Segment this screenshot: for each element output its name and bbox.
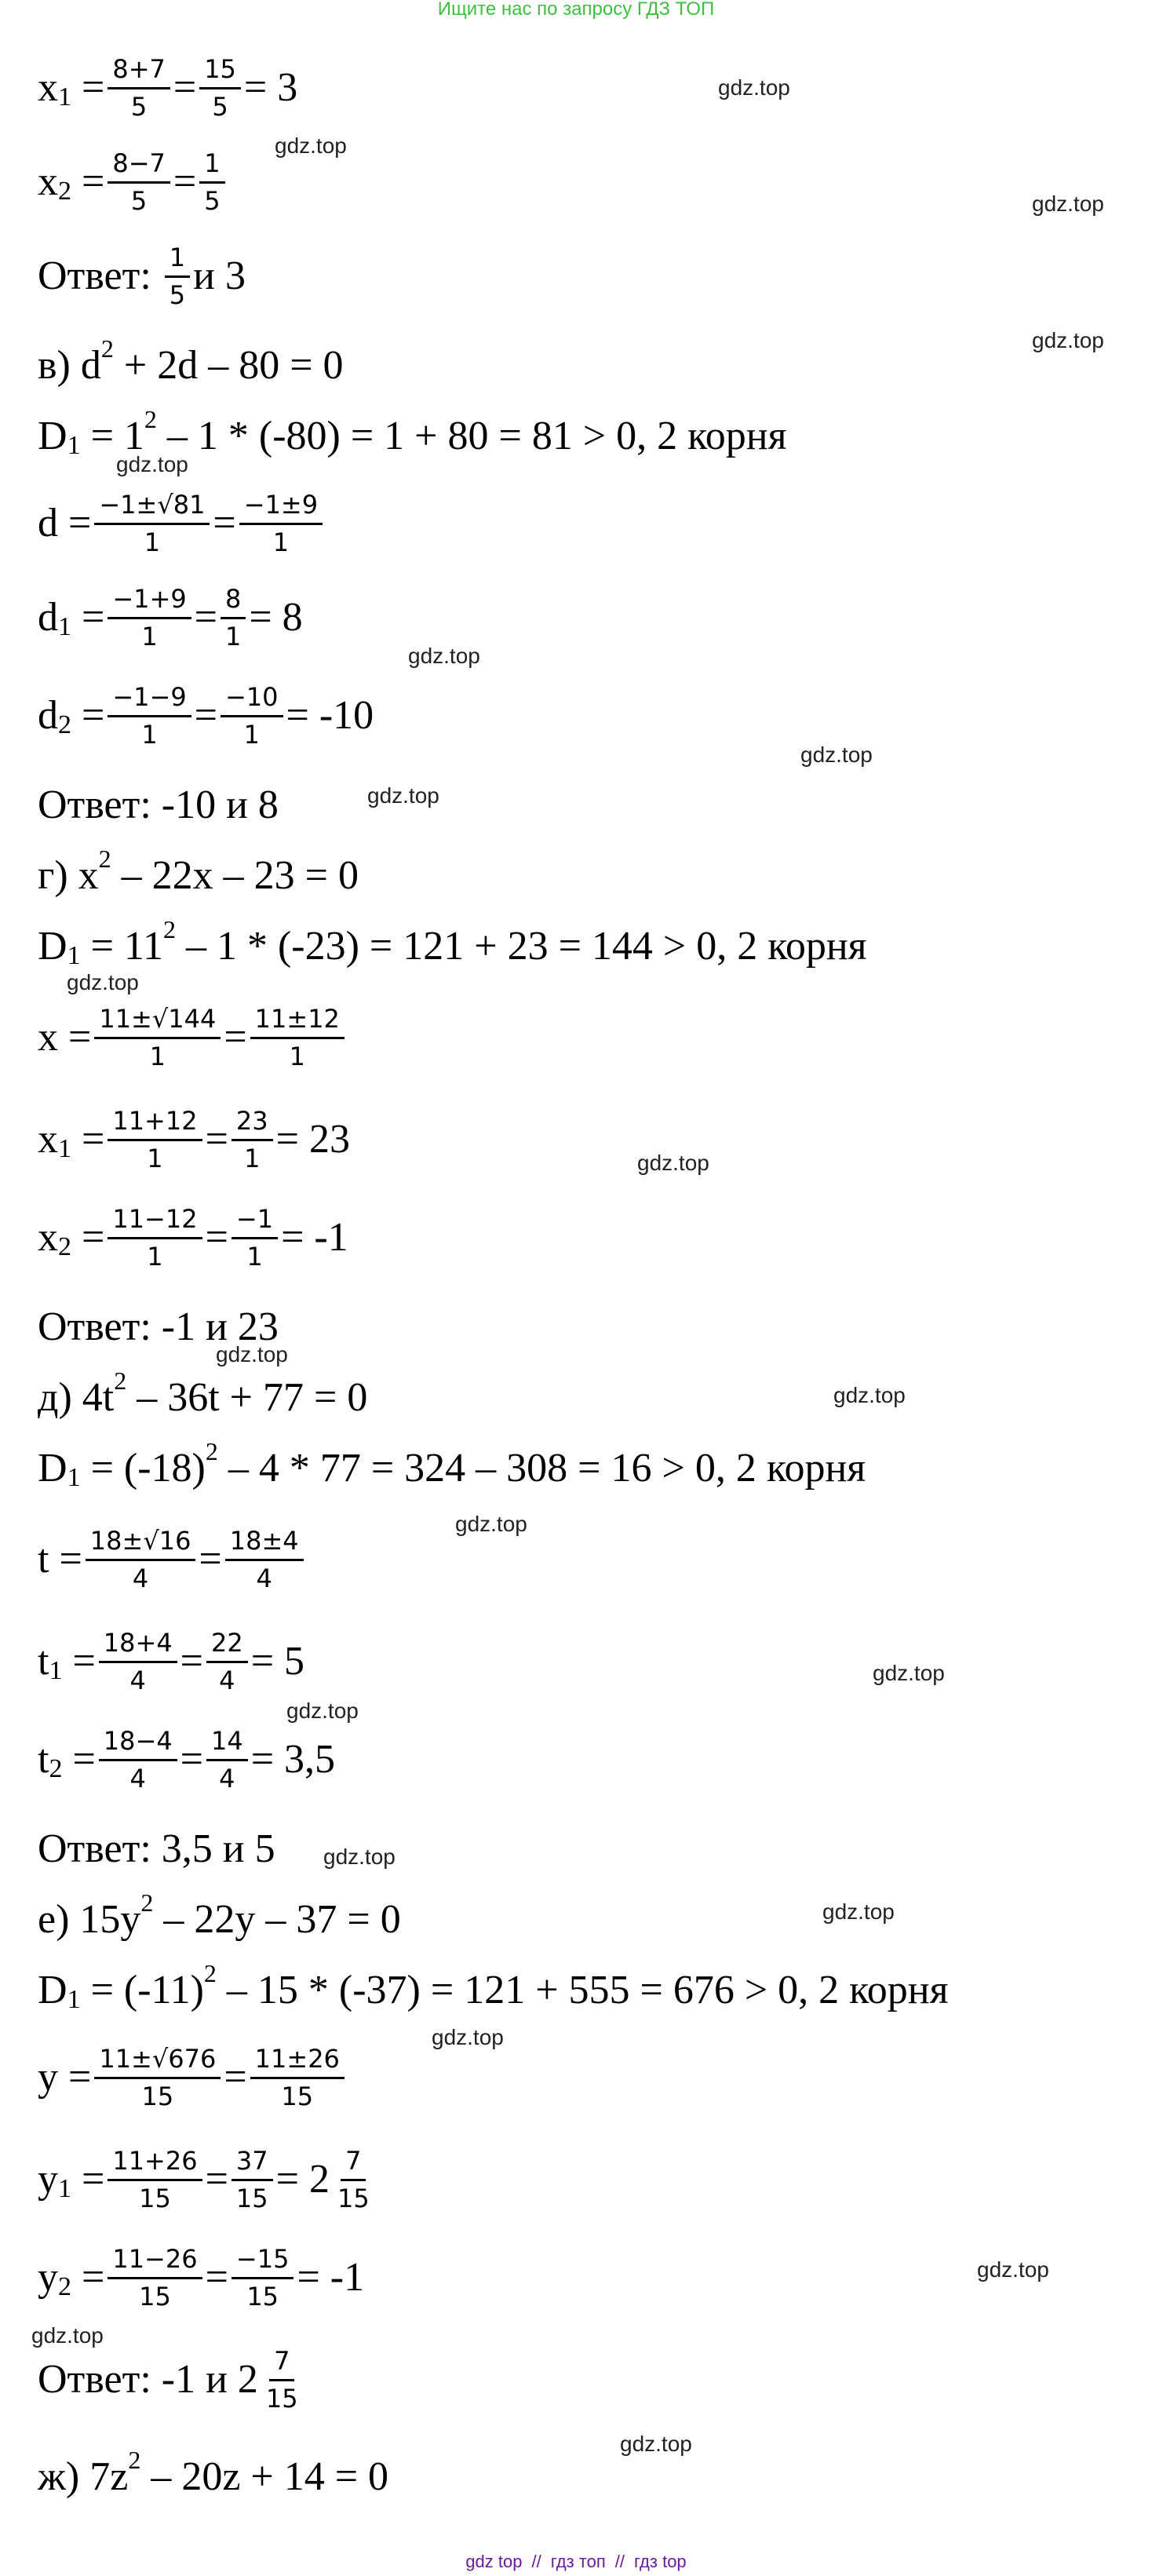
numerator: 7 (341, 2147, 366, 2181)
fraction (250, 2045, 345, 2111)
root-formula-d: t = $\frac{18\pm√16}{4}$ = $\frac{18\pm 4}{4}$ (38, 1527, 307, 1593)
root-x2-line: x 2 = $\frac{11-12}{1}$ = $\frac{-1}{1}$ = -1 (38, 1204, 348, 1272)
footer-link[interactable]: gdz top (465, 2552, 523, 2571)
result: = 8 (249, 595, 303, 640)
watermark: gdz.top (637, 1151, 709, 1175)
disc-symbol: D (38, 924, 67, 969)
variable: x (38, 1215, 58, 1261)
watermark: gdz.top (408, 644, 480, 668)
numerator: 8−7 (108, 149, 170, 184)
denominator: 15 (265, 2383, 298, 2414)
numerator: −1±√81 (94, 491, 210, 525)
subscript: 2 (58, 177, 71, 206)
result: = 23 (275, 1117, 350, 1162)
denominator: 4 (129, 1665, 146, 1695)
subscript: 1 (58, 2174, 71, 2204)
result: = 3,5 (250, 1737, 336, 1782)
disc-symbol: D (38, 1446, 67, 1491)
superscript: 2 (205, 1437, 218, 1465)
watermark: gdz.top (323, 1844, 396, 1869)
variable: d (38, 693, 58, 739)
mixed-number (276, 2147, 377, 2213)
answer-tail: и 3 (193, 254, 246, 299)
discriminant-g (38, 915, 867, 970)
denominator: 5 (130, 91, 148, 122)
subscript: 1 (67, 431, 81, 460)
fraction (99, 1727, 177, 1793)
formula-lhs: x = (38, 1015, 92, 1060)
numerator: −1+9 (108, 585, 191, 619)
denominator: 1 (141, 719, 158, 750)
mixed-whole: = 2 (275, 2157, 330, 2202)
watermark: gdz.top (620, 2432, 692, 2456)
equation-prefix: д) 4t (38, 1375, 115, 1420)
denominator: 1 (246, 1241, 263, 1272)
numerator: 1 (199, 149, 224, 184)
superscript: 2 (162, 915, 176, 943)
fraction (108, 2147, 202, 2213)
answer-line (38, 243, 246, 310)
variable: t (38, 1639, 49, 1684)
fraction (108, 1107, 202, 1173)
variable: d (38, 595, 58, 640)
root-y1-line: y 1 = $\frac{11+26}{15}$ = $\frac{37}{15}$ = 2 $\frac{7}{15}$ (38, 2147, 377, 2213)
equation-d (38, 1366, 368, 1420)
denominator: 4 (129, 1763, 146, 1793)
fraction (108, 683, 191, 750)
root-x1-line: x 1 = $\frac{8+7}{5}$ = $\frac{15}{5}$ = 3 (38, 54, 298, 122)
superscript: 2 (144, 405, 157, 433)
fraction (206, 1629, 248, 1695)
disc-symbol: D (38, 1968, 67, 2012)
numerator: 18±√16 (86, 1527, 196, 1561)
fraction (108, 149, 170, 216)
watermark: gdz.top (1032, 192, 1104, 216)
numerator: 15 (199, 55, 241, 89)
fraction (231, 1107, 273, 1173)
denominator: 1 (243, 719, 260, 750)
variable: x (38, 1117, 58, 1162)
denominator: 15 (337, 2183, 370, 2213)
watermark: gdz.top (67, 970, 139, 994)
subscript: 1 (67, 941, 81, 970)
denominator: 15 (139, 2183, 171, 2213)
answer-text: Ответ: -1 и 23 (38, 1304, 279, 1349)
footer-link[interactable]: гдз топ (550, 2552, 606, 2571)
watermark: gdz.top (833, 1383, 906, 1407)
answer-label: Ответ: -1 и 2 (38, 2357, 258, 2403)
numerator: 37 (231, 2147, 273, 2181)
root-t1-line: t 1 = $\frac{18+4}{4}$ = $\frac{22}{4}$ = 5 (38, 1628, 305, 1695)
denominator: 1 (141, 621, 158, 651)
numerator: −10 (221, 683, 283, 717)
denominator: 15 (281, 2081, 314, 2111)
footer-separator: // (531, 2552, 541, 2571)
superscript: 2 (98, 845, 111, 873)
denominator: 5 (169, 279, 186, 310)
result: = -10 (286, 693, 374, 739)
root-d2-line: d 2 = $\frac{-1-9}{1}$ = $\frac{-10}{1}$ = -10 (38, 682, 374, 750)
denominator: 1 (244, 1143, 261, 1173)
footer-link[interactable]: гдз top (634, 2552, 687, 2571)
fraction (206, 1727, 248, 1793)
equation-prefix: ж) 7z (38, 2454, 129, 2499)
watermark: gdz.top (455, 1512, 527, 1536)
root-d1-line: d 1 = $\frac{-1+9}{1}$ = $\frac{8}{1}$ = 8 (38, 584, 303, 651)
fraction (221, 683, 283, 750)
formula-lhs: d = (38, 501, 92, 546)
numerator: 1 (165, 243, 190, 278)
answer-text: Ответ: 3,5 и 5 (38, 1826, 275, 1871)
equation-rest: – 36t + 77 = 0 (126, 1375, 368, 1420)
result: = -1 (297, 2255, 365, 2301)
denominator: 5 (130, 185, 148, 216)
disc-rest: – 4 * 77 = 324 – 308 = 16 > 0, 2 корня (217, 1446, 866, 1491)
fraction (225, 1527, 304, 1593)
fraction (86, 1527, 196, 1593)
numerator: 11−12 (108, 1205, 202, 1239)
equation-rest: – 20z + 14 = 0 (140, 2454, 389, 2499)
watermark: gdz.top (216, 1342, 288, 1366)
watermark: gdz.top (1032, 328, 1104, 352)
root-formula-e: y = $\frac{11\pm√676}{15}$ = $\frac{11\pm 26}{15}$ (38, 2045, 348, 2111)
watermark: gdz.top (116, 452, 188, 476)
watermark: gdz.top (31, 2323, 104, 2348)
subscript: 2 (58, 710, 71, 740)
fraction (94, 491, 210, 557)
formula-lhs: y = (38, 2055, 92, 2100)
denominator: 1 (144, 527, 161, 557)
disc-part: = (-11) (80, 1968, 204, 2012)
numerator: 8 (221, 585, 246, 619)
top-banner[interactable]: Ищите нас по запросу ГДЗ ТОП (437, 0, 715, 20)
numerator: 18−4 (99, 1727, 177, 1761)
fraction (199, 55, 241, 122)
variable: y (38, 2157, 58, 2202)
numerator: 7 (269, 2347, 294, 2381)
numerator: 18±4 (225, 1527, 304, 1561)
answer-line (38, 1826, 275, 1871)
root-x2-line: x 2 = $\frac{8-7}{5}$ = $\frac{1}{5}$ (38, 149, 228, 216)
denominator: 1 (289, 1041, 305, 1071)
numerator: 11±√144 (94, 1005, 221, 1039)
denominator: 4 (219, 1763, 235, 1793)
equation-prefix: е) 15y (38, 1897, 141, 1942)
answer-line (38, 2347, 306, 2414)
disc-rest: – 1 * (-80) = 1 + 80 = 81 > 0, 2 корня (156, 414, 787, 458)
equation-rest: – 22y – 37 = 0 (153, 1897, 401, 1942)
numerator: 11±12 (250, 1005, 345, 1039)
result: = 3 (243, 65, 298, 111)
numerator: 11±√676 (94, 2045, 221, 2079)
subscript: 2 (49, 1754, 63, 1784)
equation-rest: + 2d – 80 = 0 (113, 343, 344, 388)
equation-v (38, 334, 344, 388)
fraction (333, 2147, 374, 2213)
watermark: gdz.top (432, 2025, 504, 2049)
numerator: 22 (206, 1629, 248, 1663)
denominator: 4 (132, 1563, 149, 1593)
subscript: 1 (67, 1985, 81, 2014)
subscript: 1 (67, 1463, 81, 1492)
superscript: 2 (100, 334, 114, 363)
denominator: 15 (246, 2281, 279, 2311)
discriminant-d (38, 1437, 866, 1492)
superscript: 2 (114, 1366, 127, 1395)
denominator: 15 (139, 2281, 171, 2311)
watermark: gdz.top (718, 75, 790, 100)
superscript: 2 (203, 1959, 217, 1987)
fraction (231, 1205, 278, 1272)
equation-e (38, 1888, 401, 1942)
equation-prefix: г) x (38, 853, 99, 898)
numerator: 14 (206, 1727, 248, 1761)
denominator: 5 (212, 91, 228, 122)
fraction (231, 2245, 294, 2311)
denominator: 1 (225, 621, 242, 651)
denominator: 4 (256, 1563, 272, 1593)
result: = -1 (281, 1215, 348, 1261)
subscript: 1 (58, 1134, 71, 1164)
disc-part: = 1 (80, 414, 144, 458)
equation-prefix: в) d (38, 343, 101, 388)
numerator: 11±26 (250, 2045, 345, 2079)
subscript: 1 (58, 82, 71, 112)
result: = 5 (250, 1639, 305, 1684)
footer-separator: // (614, 2552, 625, 2571)
disc-part: = 11 (80, 924, 163, 969)
numerator: −15 (231, 2245, 294, 2279)
fraction (108, 55, 170, 122)
equation-zh (38, 2446, 389, 2499)
fraction (94, 1005, 221, 1071)
discriminant-v (38, 405, 787, 460)
root-t2-line: t 2 = $\frac{18-4}{4}$ = $\frac{14}{4}$ = 3,5 (38, 1726, 336, 1793)
watermark: gdz.top (822, 1899, 895, 1924)
answer-line (38, 785, 279, 826)
numerator: 11+26 (108, 2147, 202, 2181)
watermark: gdz.top (977, 2257, 1049, 2282)
subscript: 2 (58, 2272, 71, 2302)
fraction (99, 1629, 177, 1695)
subscript: 1 (49, 1656, 63, 1686)
variable: t (38, 1737, 49, 1782)
denominator: 1 (149, 1041, 166, 1071)
denominator: 4 (219, 1665, 235, 1695)
numerator: −1−9 (108, 683, 191, 717)
fraction (108, 1205, 202, 1272)
watermark: gdz.top (367, 783, 439, 808)
disc-rest: – 1 * (-23) = 121 + 23 = 144 > 0, 2 корня (175, 924, 867, 969)
variable: x (38, 159, 58, 205)
fraction (261, 2347, 303, 2414)
answer-label: Ответ: (38, 254, 151, 299)
root-x1-line: x 1 = $\frac{11+12}{1}$ = $\frac{23}{1}$ = 23 (38, 1106, 350, 1173)
fraction (250, 1005, 345, 1071)
denominator: 1 (147, 1143, 163, 1173)
denominator: 1 (147, 1241, 163, 1272)
numerator: 23 (231, 1107, 273, 1141)
disc-rest: – 15 * (-37) = 121 + 555 = 676 > 0, 2 корня (216, 1968, 949, 2012)
numerator: 11+12 (108, 1107, 202, 1141)
answer-text: Ответ: -10 и 8 (38, 783, 279, 827)
denominator: 15 (141, 2081, 174, 2111)
numerator: 18+4 (99, 1629, 177, 1663)
watermark: gdz.top (286, 1698, 359, 1723)
root-formula-g: x = $\frac{11\pm√144}{1}$ = $\frac{11\pm 12}{1}$ (38, 1005, 348, 1071)
discriminant-e (38, 1959, 949, 2014)
denominator: 15 (235, 2183, 268, 2213)
numerator: −1±9 (239, 491, 323, 525)
subscript: 2 (58, 1232, 71, 1262)
root-formula-v: d = $\frac{-1\pm√81}{1}$ = $\frac{-1\pm 9}{1}$ (38, 491, 326, 557)
equation-rest: – 22x – 23 = 0 (111, 853, 359, 898)
watermark: gdz.top (873, 1661, 945, 1685)
numerator: −1 (231, 1205, 278, 1239)
fraction (221, 585, 246, 651)
denominator: 5 (204, 185, 221, 216)
fraction (94, 2045, 221, 2111)
watermark: gdz.top (275, 133, 347, 158)
footer-links (0, 2552, 1152, 2571)
numerator: 8+7 (108, 55, 170, 89)
fraction (231, 2147, 273, 2213)
disc-symbol: D (38, 414, 67, 458)
disc-part: = (-18) (80, 1446, 206, 1491)
denominator: 1 (272, 527, 290, 557)
variable: x (38, 65, 58, 111)
superscript: 2 (128, 2446, 141, 2474)
formula-lhs: t = (38, 1537, 82, 1582)
numerator: 11−26 (108, 2245, 202, 2279)
superscript: 2 (140, 1888, 154, 1917)
equation-g (38, 845, 359, 898)
variable: y (38, 2255, 58, 2301)
fraction (199, 149, 224, 216)
fraction (239, 491, 323, 557)
fraction (108, 585, 191, 651)
subscript: 1 (58, 612, 71, 642)
watermark: gdz.top (800, 743, 873, 767)
root-y2-line: y 2 = $\frac{11-26}{15}$ = $\frac{-15}{15}$ = -1 (38, 2244, 365, 2311)
fraction (165, 243, 190, 310)
fraction (108, 2245, 202, 2311)
